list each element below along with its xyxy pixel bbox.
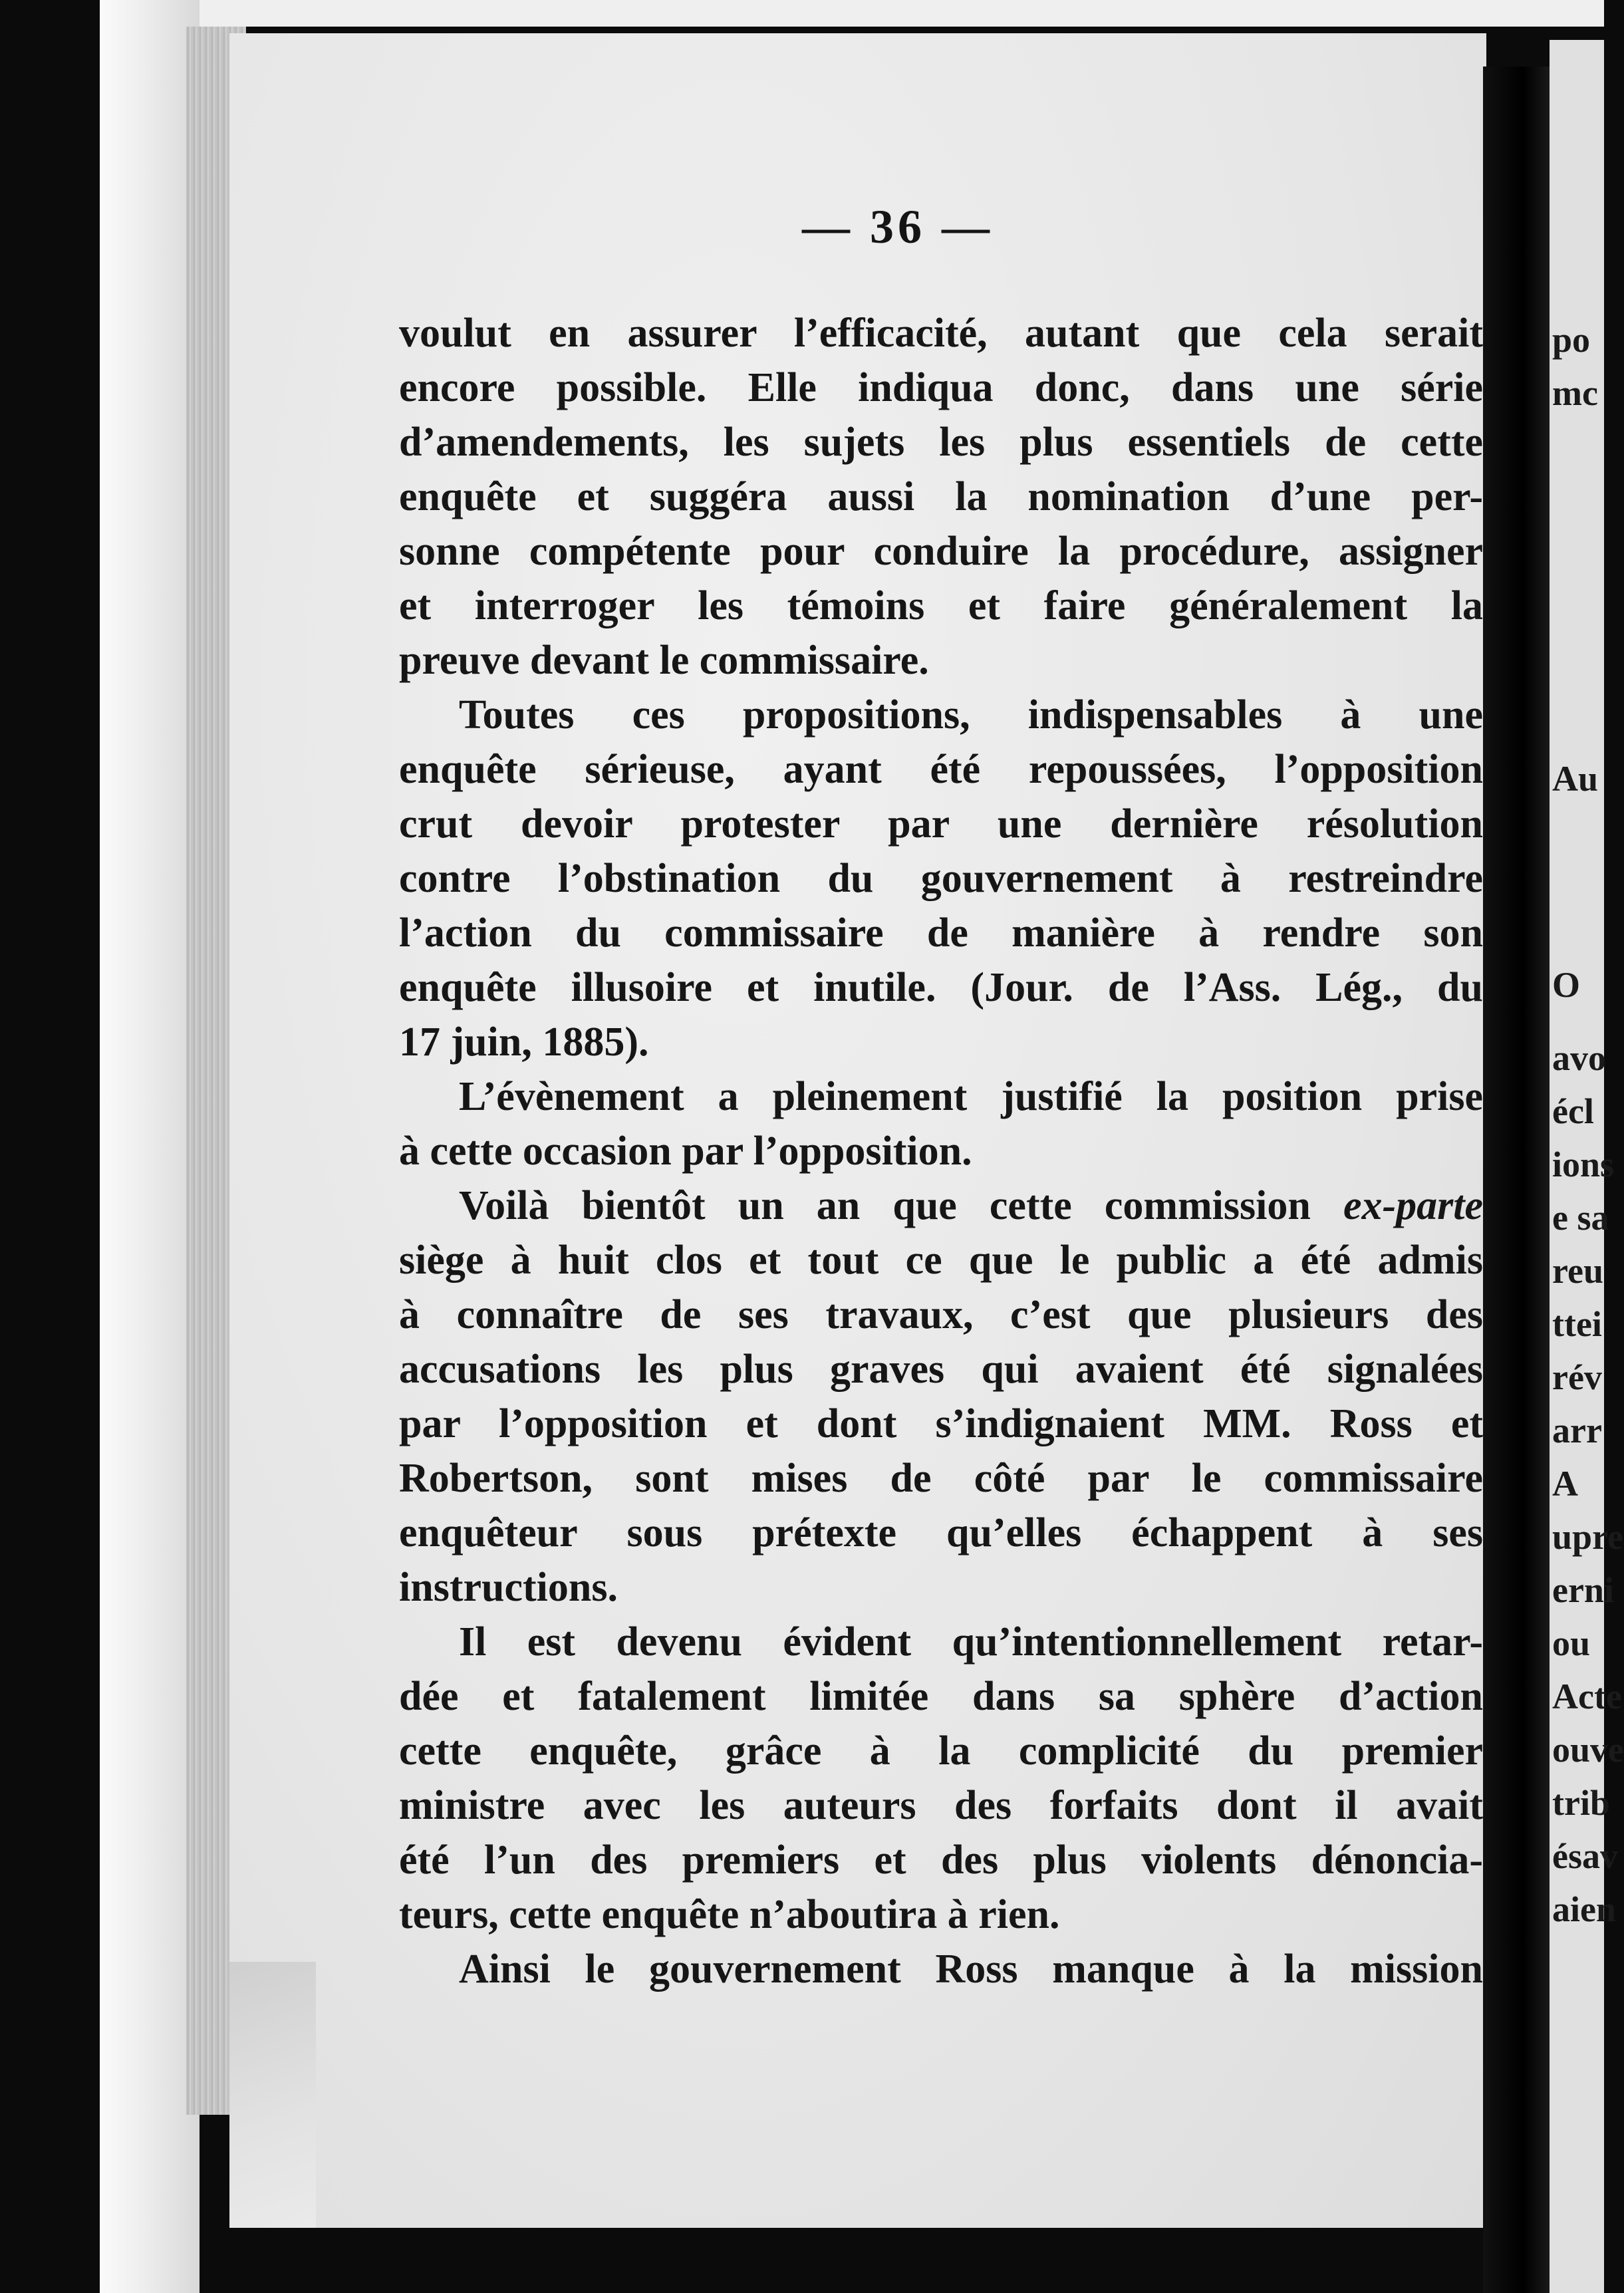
facing-page-fragment: ésav [1552, 1836, 1618, 1876]
text-line: L’évènement a pleinement justifié la position prise [459, 1074, 1483, 1119]
facing-page-fragment: e sa [1552, 1198, 1609, 1238]
book-spine [1483, 67, 1550, 2293]
text-line: enquête sérieuse, ayant été repoussées, l’opposition [399, 747, 1483, 792]
text-line: enquêteur sous prétexte qu’elles échappent à ses [399, 1510, 1483, 1555]
page-number: — 36 — [802, 200, 994, 253]
facing-page-fragment: erni [1552, 1570, 1614, 1610]
facing-page-fragment: Au [1552, 759, 1599, 799]
facing-page-fragment: ou [1552, 1623, 1591, 1663]
text-line: preuve devant le commissaire. [399, 638, 929, 683]
text-line: dée et fatalement limitée dans sa sphère d’action [399, 1674, 1483, 1719]
text-line: à connaître de ses travaux, c’est que plusieurs des [399, 1292, 1483, 1337]
text-line: été l’un des premiers et des plus violents dénoncia- [399, 1837, 1483, 1883]
body-text [399, 306, 1483, 1995]
text-line: encore possible. Elle indiqua donc, dans une série [399, 365, 1483, 410]
text-line: par l’opposition et dont s’indignaient MM. Ross et [399, 1401, 1483, 1446]
text-line: et interroger les témoins et faire généralement la [399, 583, 1483, 628]
text-line: enquête et suggéra aussi la nomination d’une per- [399, 474, 1483, 519]
facing-page-fragment: rév [1552, 1357, 1602, 1397]
facing-page-fragment: mc [1552, 373, 1598, 413]
facing-page-fragment: upre [1552, 1517, 1624, 1557]
text-line: à cette occasion par l’opposition. [399, 1129, 972, 1174]
text-line: Robertson, sont mises de côté par le commissaire [399, 1456, 1483, 1501]
text-line: l’action du commissaire de manière à rendre son [399, 910, 1483, 956]
facing-page-fragment: reu [1552, 1251, 1603, 1291]
text-line: Ainsi le gouvernement Ross manque à la mission [459, 1947, 1483, 1992]
facing-page-fragment: A [1552, 1464, 1578, 1504]
text-line: accusations les plus graves qui avaient été signalées [399, 1347, 1483, 1392]
facing-page-fragment: ouve [1552, 1730, 1624, 1770]
facing-page-fragment: avo [1552, 1038, 1606, 1078]
text-line: sonne compétente pour conduire la procédure, assigner [399, 529, 1483, 574]
text-line: siège à huit clos et tout ce que le public a été admis [399, 1238, 1483, 1283]
text-line: teurs, cette enquête n’aboutira à rien. [399, 1892, 1060, 1937]
text-line: voulut en assurer l’efficacité, autant que cela serait [399, 311, 1483, 356]
facing-page-fragment: O [1552, 965, 1581, 1005]
facing-page-fragment: Acte [1552, 1677, 1622, 1716]
text-line: Toutes ces propositions, indispensables à une [459, 692, 1483, 738]
text-line: Il est devenu évident qu’intentionnellement retar- [459, 1619, 1483, 1665]
facing-page-fragment: écl [1552, 1091, 1594, 1131]
text-line: enquête illusoire et inutile. (Jour. de l’Ass. Lég., du [399, 965, 1483, 1010]
text-line: 17 juin, 1885). [399, 1019, 649, 1065]
text-line: ministre avec les auteurs des forfaits dont il avait [399, 1783, 1483, 1828]
text-line: d’amendements, les sujets les plus essentiels de cette [399, 420, 1483, 465]
next-page-edge [1550, 40, 1624, 2293]
page-corner-shadow [229, 1962, 316, 2228]
facing-page-fragment: ttei [1552, 1304, 1602, 1344]
text-line: crut devoir protester par une dernière résolution [399, 801, 1483, 847]
text-line: cette enquête, grâce à la complicité du premier [399, 1728, 1483, 1774]
text-line: Voilà bientôt un an que cette commission ex-parte [459, 1183, 1483, 1228]
text-line: contre l’obstination du gouvernement à restreindre [399, 856, 1483, 901]
facing-page-fragment: trib [1552, 1783, 1610, 1823]
text-line: instructions. [399, 1565, 618, 1610]
facing-page-fragment: po [1552, 320, 1591, 360]
scan-background-top [186, 0, 1604, 27]
scan-background-left [100, 0, 200, 2293]
facing-page-fragment: ions [1552, 1145, 1615, 1184]
facing-page-fragment: arr [1552, 1411, 1602, 1450]
facing-page-fragment: aien [1552, 1889, 1617, 1929]
